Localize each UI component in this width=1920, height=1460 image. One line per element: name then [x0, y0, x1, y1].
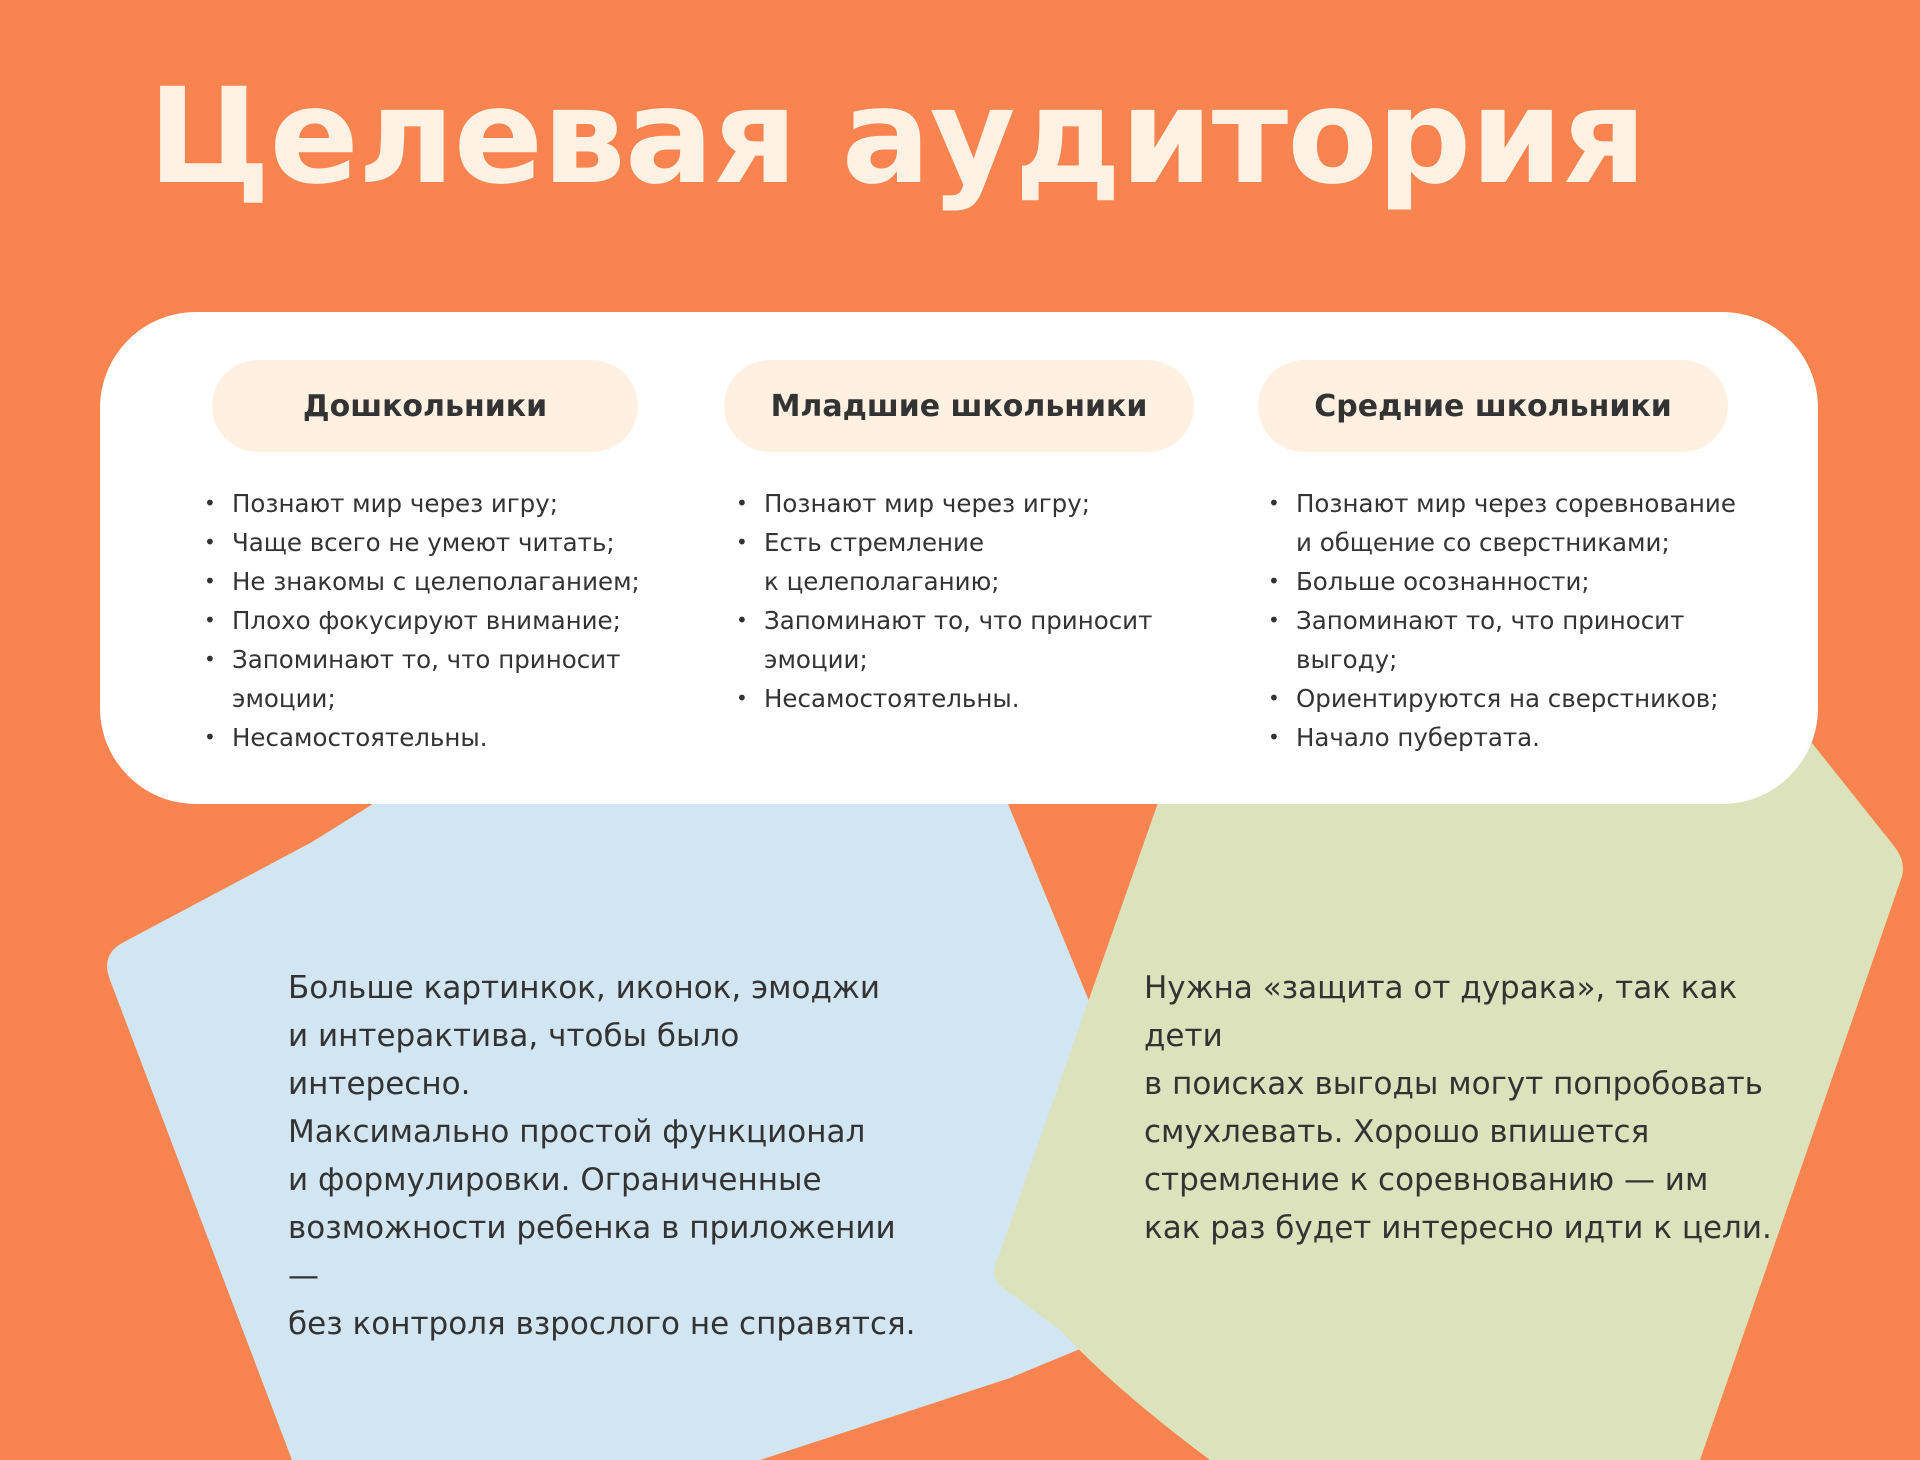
list-item: • Больше осознанности; [1268, 562, 1736, 601]
list-item: • Плохо фокусируют внимание; [204, 601, 692, 640]
list-item: • Несамостоятельны. [736, 679, 1202, 718]
audience-column-junior-school [722, 360, 1202, 718]
group-label-preschoolers: Дошкольники [212, 360, 638, 452]
list-item: • Познают мир через соревнование и общение со сверстниками; [1268, 484, 1736, 562]
list-item: • Есть стремление к целеполаганию; [736, 523, 1202, 601]
junior-school-list [736, 484, 1202, 718]
list-item: • Не знакомы с целеполаганием; [204, 562, 692, 601]
audience-card [100, 312, 1818, 804]
preschoolers-list [204, 484, 692, 757]
group-label-junior-school: Младшие школьники [724, 360, 1194, 452]
list-item: • Запоминают то, что приносит эмоции; [736, 601, 1202, 679]
list-item: • Познают мир через игру; [736, 484, 1202, 523]
list-item: • Познают мир через игру; [204, 484, 692, 523]
list-item: • Ориентируются на сверстников; [1268, 679, 1736, 718]
audience-column-middle-school [1256, 360, 1736, 757]
audience-column-preschoolers [212, 360, 692, 757]
note-middle-school-guidance: Нужна «защита от дурака», так как дети в поисках выгоды могут попробовать смухлевать. Хорошо впишется стремление к соревнованию — им как раз будет интересно идти к цели. [1144, 970, 1772, 1246]
page-title: Целевая аудитория [148, 60, 1646, 214]
list-item: • Чаще всего не умеют читать; [204, 523, 692, 562]
list-item: • Несамостоятельны. [204, 718, 692, 757]
group-label-middle-school: Средние школьники [1258, 360, 1728, 452]
list-item: • Запоминают то, что приносит выгоду; [1268, 601, 1736, 679]
middle-school-list [1268, 484, 1736, 757]
list-item: • Начало пубертата. [1268, 718, 1736, 757]
list-item: • Запоминают то, что приносит эмоции; [204, 640, 692, 718]
note-preschool-guidance: Больше картинкок, иконок, эмоджи и интерактива, чтобы было интересно. Максимально простой функционал и формулировки. Ограниченные возможности ребенка в приложении — без контроля взрослого не справятся. [288, 970, 916, 1342]
